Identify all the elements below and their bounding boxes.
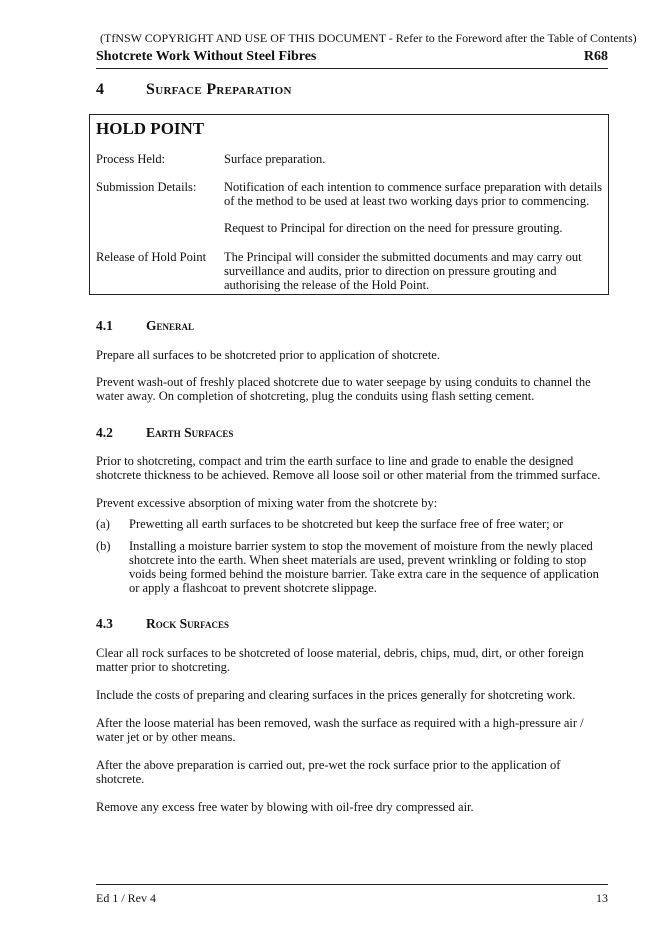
process-held-label: Process Held: <box>96 152 166 166</box>
hold-point-title: HOLD POINT <box>96 119 205 138</box>
list-item: Prewetting all earth surfaces to be shotcreted but keep the surface free of free water; or <box>129 517 564 531</box>
paragraph: After the loose material has been removed, wash the surface as required with a high-pressure air / water jet or by other means. <box>96 716 584 744</box>
paragraph: Prepare all surfaces to be shotcreted prior to application of shotcrete. <box>96 348 440 362</box>
subsection-4-1-number: 4.1 <box>96 318 113 333</box>
paragraph: Prevent excessive absorption of mixing water from the shotcrete by: <box>96 496 438 510</box>
subsection-4-2-title: Earth Surfaces <box>146 425 234 440</box>
release-label: Release of Hold Point <box>96 250 207 264</box>
edition-label: Ed 1 / Rev 4 <box>96 891 156 905</box>
paragraph: Prevent wash-out of freshly placed shotcrete due to water seepage by using conduits to channel the water away. On completion of shotcreting, plug the conduits using flash setting cement. <box>96 375 591 403</box>
document-code: R68 <box>583 49 608 64</box>
subsection-4-3-number: 4.3 <box>96 616 113 631</box>
paragraph: After the above preparation is carried out, pre-wet the rock surface prior to the application of shotcrete. <box>96 758 561 786</box>
paragraph: Clear all rock surfaces to be shotcreted of loose material, debris, chips, mud, dirt, or other foreign matter prior to shotcreting. <box>96 646 584 674</box>
paragraph: Include the costs of preparing and clearing surfaces in the prices generally for shotcreting work. <box>96 688 576 702</box>
copyright-notice: (TfNSW COPYRIGHT AND USE OF THIS DOCUMENT - Refer to the Foreword after the Table of Contents) <box>100 31 637 45</box>
list-item: Installing a moisture barrier system to stop the movement of moisture from the newly placed shotcrete into the earth. When sheet materials are used, prevent wrinkling or folding to stop voids being formed behind the moisture barrier. Take extra care in the sequence of application or apply a flashcoat to prevent shotcrete slippage. <box>129 539 599 595</box>
header-divider <box>96 68 608 69</box>
submission-details-value-2: Request to Principal for direction on the need for pressure grouting. <box>224 221 563 235</box>
list-item-marker: (a) <box>96 517 110 531</box>
subsection-4-2-number: 4.2 <box>96 425 113 440</box>
section-number: 4 <box>96 81 104 98</box>
submission-details-label: Submission Details: <box>96 180 197 194</box>
document-title: Shotcrete Work Without Steel Fibres <box>96 49 317 64</box>
submission-details-value-1: Notification of each intention to commence surface preparation with details of the method to be used at least two working days prior to commencing. <box>224 180 602 208</box>
release-value: The Principal will consider the submitted documents and may carry out surveillance and audits, prior to direction on pressure grouting and authorising the release of the Hold Point. <box>224 250 582 292</box>
footer-divider <box>96 884 608 885</box>
subsection-4-1-title: General <box>146 318 195 333</box>
list-item-marker: (b) <box>96 539 111 553</box>
section-title: Surface Preparation <box>146 81 292 98</box>
subsection-4-3-title: Rock Surfaces <box>146 616 229 631</box>
paragraph: Prior to shotcreting, compact and trim the earth surface to line and grade to enable the designed shotcrete thickness to be achieved. Remove all loose soil or other material from the trimmed surface. <box>96 454 601 482</box>
process-held-value: Surface preparation. <box>224 152 326 166</box>
page-number: 13 <box>596 891 608 905</box>
paragraph: Remove any excess free water by blowing with oil-free dry compressed air. <box>96 800 474 814</box>
